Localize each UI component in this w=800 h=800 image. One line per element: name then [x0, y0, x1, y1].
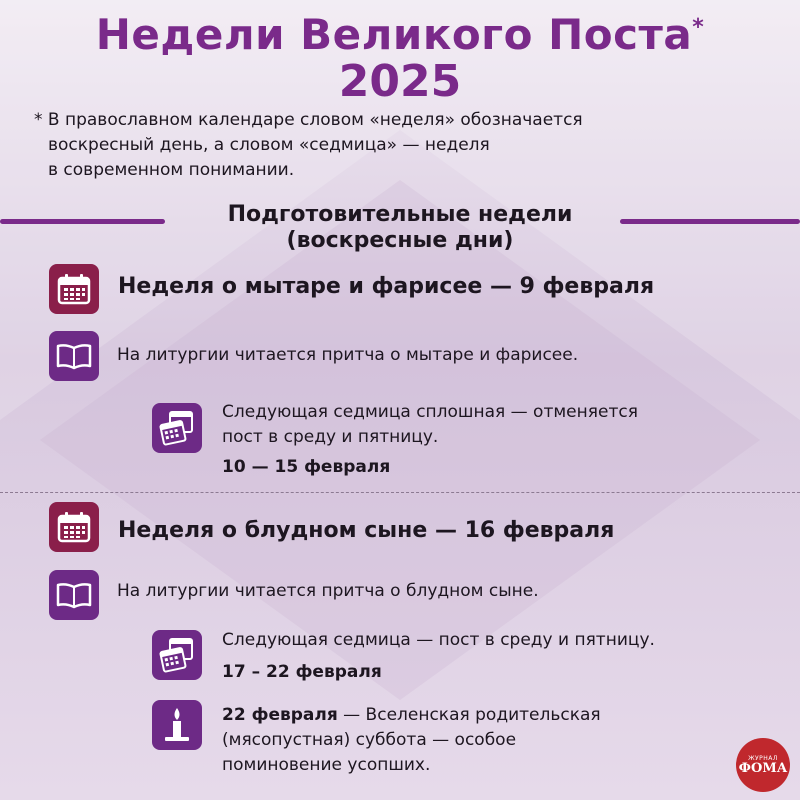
footnote-line: в современном понимании.: [48, 160, 295, 180]
saturday-line: (мясопустная) суббота — особое: [222, 730, 517, 750]
saturday-line: поминовение усопших.: [222, 755, 431, 775]
page-year: 2025: [338, 56, 462, 107]
footnote-line: * В православном календаре словом «неделя» обозначается: [34, 110, 583, 130]
sedmica-line: пост в среду и пятницу.: [222, 427, 439, 447]
section-heading-line: Подготовительные недели: [227, 202, 573, 227]
calendars-icon: [152, 403, 202, 453]
saturday-text: [222, 703, 601, 778]
sedmica-text: Следующая седмица — пост в среду и пятницу.: [222, 630, 655, 650]
reading-text: На литургии читается притча о мытаре и фарисее.: [117, 345, 579, 365]
page-title-text: Недели Великого Поста: [95, 10, 693, 59]
week-title: Неделя о мытаре и фарисее — 9 февраля: [118, 274, 655, 299]
saturday-line-rest: — Вселенская родительская: [337, 705, 601, 725]
calendars-icon: [152, 630, 202, 680]
reading-text: На литургии читается притча о блудном сыне.: [117, 581, 539, 601]
candle-icon: [152, 700, 202, 750]
sedmica-text: [222, 400, 638, 450]
section-divider: [0, 492, 800, 493]
foma-logo: [736, 738, 790, 792]
section-heading-line: (воскресные дни): [286, 228, 514, 253]
saturday-line: [222, 703, 601, 728]
saturday-date: 22 февраля: [222, 705, 338, 725]
date-range: 10 — 15 февраля: [222, 457, 391, 477]
book-icon: [49, 331, 99, 381]
calendar-icon: [49, 502, 99, 552]
footnote: [34, 108, 694, 183]
section-rule-left: [0, 219, 165, 224]
footnote-line: воскресный день, а словом «седмица» — неделя: [48, 135, 490, 155]
book-icon: [49, 570, 99, 620]
section-heading: [160, 202, 640, 254]
logo-big-text: ФОМА: [738, 760, 788, 776]
logo-small-text: ЖУРНАЛ: [748, 754, 778, 762]
calendar-icon: [49, 264, 99, 314]
title-asterisk: *: [692, 15, 705, 40]
week-title: Неделя о блудном сыне — 16 февраля: [118, 518, 615, 543]
date-range: 17 – 22 февраля: [222, 662, 382, 682]
section-rule-right: [620, 219, 800, 224]
page-title: [0, 10, 800, 59]
sedmica-line: Следующая седмица сплошная — отменяется: [222, 402, 638, 422]
